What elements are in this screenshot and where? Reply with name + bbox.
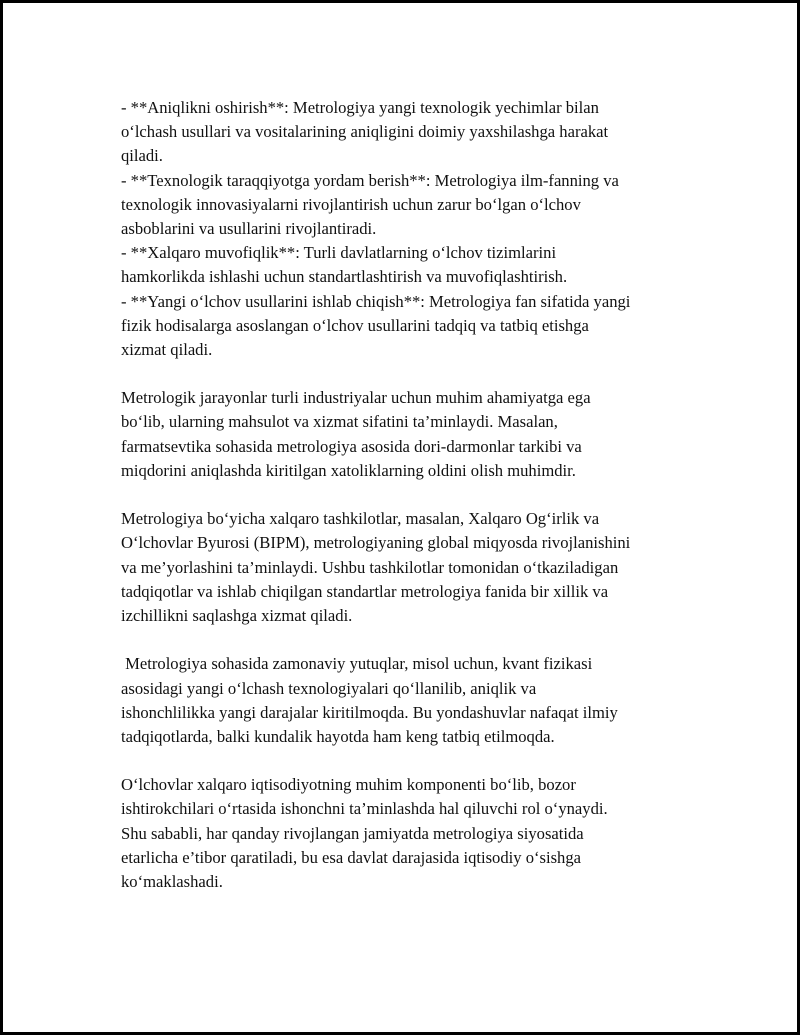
paragraph [121, 386, 701, 483]
text-line: Shu sababli, har qanday rivojlangan jamiyatda metrologiya siyosatida [121, 823, 584, 843]
text-line: O‘lchovlar Byurosi (BIPM), metrologiyaning global miqyosda rivojlanishini [121, 533, 631, 553]
text-line: va me’yorlashini ta’minlaydi. Ushbu tashkilotlar tomonidan o‘tkaziladigan [121, 557, 619, 577]
text-line: izchillikni saqlashga xizmat qiladi. [121, 605, 353, 625]
text-line: - **Aniqlikni oshirish**: Metrologiya yangi texnologik yechimlar bilan [121, 98, 599, 117]
text-line: ishtirokchilari o‘rtasida ishonchni ta’minlashda hal qiluvchi rol o‘ynaydi. [121, 799, 608, 819]
text-line: - **Texnologik taraqqiyotga yordam berish**: Metrologiya ilm-fanning va [121, 170, 619, 190]
text-line: fizik hodisalarga asoslangan o‘lchov usullarini tadqiq va tatbiq etishga [121, 315, 589, 335]
text-line: asosidagi yangi o‘lchash texnologiyalari qo‘llanilib, aniqlik va [121, 678, 537, 698]
text-line: - **Yangi o‘lchov usullarini ishlab chiqish**: Metrologiya fan sifatida yangi [121, 291, 631, 311]
text-line: qiladi. [121, 146, 163, 166]
paragraph [121, 507, 701, 628]
text-line: Metrologiya bo‘yicha xalqaro tashkilotlar, masalan, Xalqaro Og‘irlik va [121, 509, 600, 529]
paragraph-gap [121, 362, 701, 386]
text-line: etarlicha e’tibor qaratiladi, bu esa davlat darajasida iqtisodiy o‘sishga [121, 847, 582, 867]
text-line: ko‘maklashadi. [121, 872, 223, 891]
bullet-list [121, 96, 701, 362]
paragraph [121, 773, 701, 894]
text-line: miqdorini aniqlashda kiritilgan xatoliklarning oldini olish muhimdir. [121, 460, 576, 480]
text-line: tadqiqotlarda, balki kundalik hayotda ham keng tatbiq etilmoqda. [121, 726, 555, 746]
text-line: hamkorlikda ishlashi uchun standartlashtirish va muvofiqlashtirish. [121, 267, 568, 287]
text-line: - **Xalqaro muvofiqlik**: Turli davlatlarning o‘lchov tizimlarini [121, 243, 557, 263]
text-line: Metrologiya sohasida zamonaviy yutuqlar, misol uchun, kvant fizikasi [121, 654, 593, 674]
paragraph [121, 652, 701, 749]
text-line: asboblarini va usullarini rivojlantiradi. [121, 218, 377, 238]
text-line: tadqiqotlar va ishlab chiqilgan standartlar metrologiya fanida bir xillik va [121, 581, 609, 601]
document-body [121, 96, 701, 894]
bullet-item [121, 169, 701, 242]
bullet-item [121, 290, 701, 363]
text-line: Metrologik jarayonlar turli industriyalar uchun muhim ahamiyatga ega [121, 388, 591, 408]
paragraph-gap [121, 483, 701, 507]
text-line: o‘lchash usullari va vositalarining aniqligini doimiy yaxshilashga harakat [121, 122, 609, 142]
bullet-item [121, 241, 701, 289]
text-line: xizmat qiladi. [121, 339, 213, 359]
text-line: O‘lchovlar xalqaro iqtisodiyotning muhim komponenti bo‘lib, bozor [121, 775, 576, 795]
text-line: farmatsevtika sohasida metrologiya asosida dori-darmonlar tarkibi va [121, 436, 582, 456]
text-line: ishonchlilikka yangi darajalar kiritilmoqda. Bu yondashuvlar nafaqat ilmiy [121, 702, 618, 722]
text-line: texnologik innovasiyalarni rivojlantirish uchun zarur bo‘lgan o‘lchov [121, 194, 581, 214]
text-line: bo‘lib, ularning mahsulot va xizmat sifatini ta’minlaydi. Masalan, [121, 412, 558, 432]
paragraph-gap [121, 628, 701, 652]
paragraph-gap [121, 749, 701, 773]
bullet-item [121, 96, 701, 169]
